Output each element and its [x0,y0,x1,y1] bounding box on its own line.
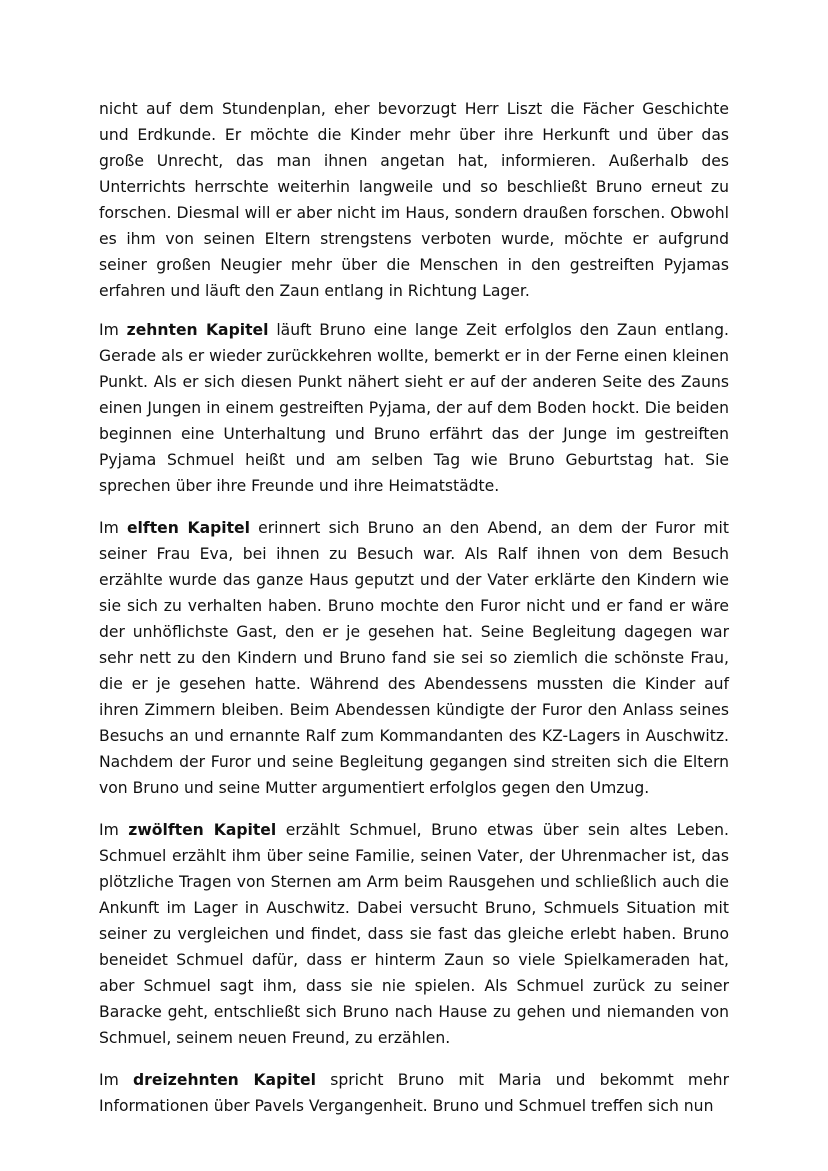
chapter-heading: zehnten Kapitel [126,321,269,339]
paragraph-prefix: Im [99,821,129,839]
paragraph-prefix: Im [99,1071,134,1089]
paragraph-text: erinnert sich Bruno an den Abend, an dem der Furor mit seiner Frau Eva, bei ihnen zu Besuch war. Als Ralf ihnen von dem Besuch erzählte wurde das ganze Haus geputzt und der Vater erklärte den Kindern wie sie sich zu verhalten haben. Bruno mochte den Furor nicht und er fand er wäre der unhöflichste Gast, den er je gesehen hat. Seine Begleitung dagegen war sehr nett zu den Kindern und Bruno fand sie sei so ziemlich die schönste Frau, die er je gesehen hatte. Während des Abendessens mussten die Kinder auf ihren Zimmern bleiben. Beim Abendessen kündigte der Furor den Anlass seines Besuchs an und ernannte Ralf zum Kommandanten des KZ-Lagers in Auschwitz. Nachdem der Furor und seine Begleitung gegangen sind streiten sich die Eltern von Bruno und seine Mutter argumentiert erfolglos gegen den Umzug. [99,519,729,797]
paragraph-chapter-12 [99,817,729,1051]
paragraph-text: spricht Bruno mit Maria und bekommt mehr Informationen über Pavels Vergangenheit. Bruno und Schmuel treffen sich nun [99,1071,729,1115]
chapter-heading: dreizehnten Kapitel [133,1071,316,1089]
paragraph-text: erzählt Schmuel, Bruno etwas über sein altes Leben. Schmuel erzählt ihm über seine Familie, seinen Vater, der Uhrenmacher ist, das plötzliche Tragen von Sternen am Arm beim Rausgehen und schließlich auch die Ankunft im Lager in Auschwitz. Dabei versucht Bruno, Schmuels Situation mit seiner zu vergleichen und findet, dass sie fast das gleiche erlebt haben. Bruno beneidet Schmuel dafür, dass er hinterm Zaun so viele Spielkameraden hat, aber Schmuel sagt ihm, dass sie nie spielen. Als Schmuel zurück zu seiner Baracke geht, entschließt sich Bruno nach Hause zu gehen und niemanden von Schmuel, seinem neuen Freund, zu erzählen. [99,821,730,1047]
paragraph-prefix: Im [99,321,127,339]
paragraph-text: läuft Bruno eine lange Zeit erfolglos den Zaun entlang. Gerade als er wieder zurückkehren wollte, bemerkt er in der Ferne einen kleinen Punkt. Als er sich diesen Punkt nähert sieht er auf der anderen Seite des Zauns einen Jungen in einem gestreiften Pyjama, der auf dem Boden hockt. Die beiden beginnen eine Unterhaltung und Bruno erfährt das der Junge im gestreiften Pyjama Schmuel heißt und am selben Tag wie Bruno Geburtstag hat. Sie sprechen über ihre Freunde und ihre Heimatstädte. [99,321,729,495]
paragraph-chapter-10 [99,317,729,499]
paragraph-schedule [99,96,729,304]
paragraph-chapter-13 [99,1067,729,1119]
chapter-heading: elften Kapitel [126,519,250,537]
chapter-heading: zwölften Kapitel [128,821,277,839]
document-page [99,96,729,1135]
paragraph-text: nicht auf dem Stundenplan, eher bevorzugt Herr Liszt die Fächer Geschichte und Erdkunde. Er möchte die Kinder mehr über ihre Herkunft und über das große Unrecht, das man ihnen angetan hat, informieren. Außerhalb des Unterrichts herrschte weiterhin langweile und so beschließt Bruno erneut zu forschen. Diesmal will er aber nicht im Haus, sondern draußen forschen. Obwohl es ihm von seinen Eltern strengstens verboten wurde, möchte er aufgrund seiner großen Neugier mehr über die Menschen in den gestreiften Pyjamas erfahren und läuft den Zaun entlang in Richtung Lager. [99,100,729,300]
paragraph-prefix: Im [99,519,127,537]
paragraph-chapter-11 [99,515,729,801]
